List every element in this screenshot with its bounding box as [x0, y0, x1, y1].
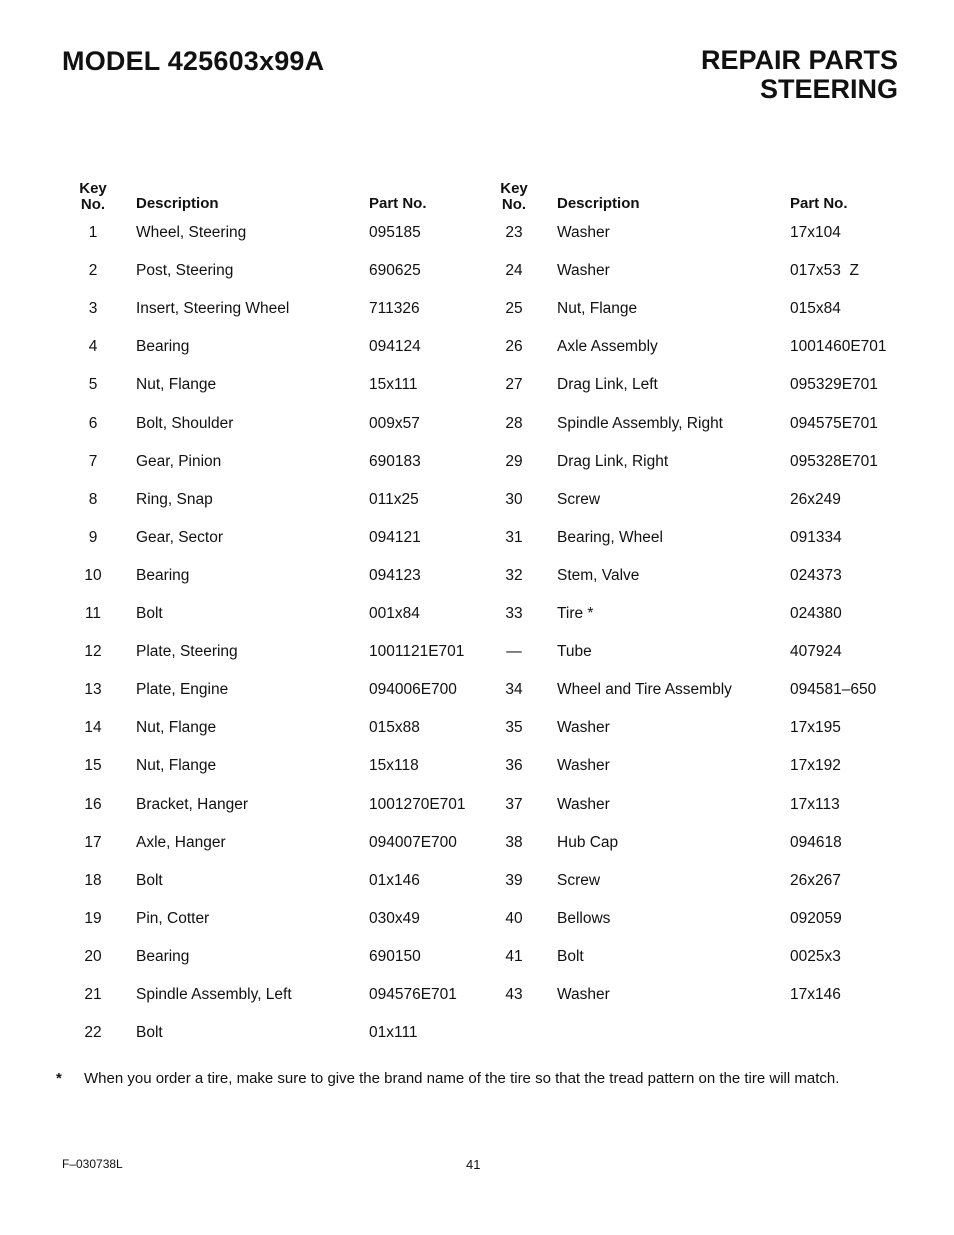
key-number: 2: [88, 262, 98, 279]
table-row: [0, 641, 954, 663]
key-number: 17: [84, 834, 102, 851]
key-number: 11: [84, 605, 102, 622]
part-number: 17x195: [790, 719, 841, 736]
key-number: 6: [88, 415, 98, 432]
part-number: 01x111: [369, 1024, 418, 1041]
part-number: 1001121E701: [369, 643, 465, 660]
part-number: 17x192: [790, 757, 841, 774]
part-description: Spindle Assembly, Right: [557, 415, 723, 432]
part-number: 095328E701: [790, 453, 878, 470]
part-number: 01x146: [369, 872, 420, 889]
part-description: Bolt: [557, 948, 584, 965]
table-row: [0, 413, 954, 435]
part-number: 407924: [790, 643, 842, 660]
part-description: Bearing: [136, 948, 190, 965]
table-row: [0, 374, 954, 396]
key-number: 10: [84, 567, 102, 584]
document-code: F–030738L: [62, 1157, 123, 1171]
key-number: 22: [84, 1024, 102, 1041]
part-number: 1001460E701: [790, 338, 887, 355]
part-number: 094123: [369, 567, 421, 584]
key-number: —: [506, 643, 522, 660]
part-description: Bellows: [557, 910, 611, 927]
part-description: Drag Link, Left: [557, 376, 658, 393]
table-row: [0, 908, 954, 930]
part-description: Spindle Assembly, Left: [136, 986, 292, 1003]
key-number: 40: [505, 910, 523, 927]
key-number: 9: [88, 529, 98, 546]
key-number: 25: [505, 300, 523, 317]
table-row: [0, 832, 954, 854]
part-number: 094121: [369, 529, 421, 546]
table-row: [0, 717, 954, 739]
part-description: Post, Steering: [136, 262, 234, 279]
part-description: Bearing: [136, 338, 190, 355]
part-description: Nut, Flange: [136, 719, 217, 736]
table-row: [0, 679, 954, 701]
part-number: 17x146: [790, 986, 841, 1003]
key-number: 24: [505, 262, 523, 279]
part-number: 094124: [369, 338, 421, 355]
part-number: 094576E701: [369, 986, 457, 1003]
part-description: Bearing: [136, 567, 190, 584]
part-number: 001x84: [369, 605, 420, 622]
part-number: 091334: [790, 529, 842, 546]
key-number: 14: [84, 719, 102, 736]
part-number: 0025x3: [790, 948, 841, 965]
part-number: 011x25: [369, 491, 419, 508]
part-number: 17x113: [790, 796, 840, 813]
key-number: 1: [88, 224, 98, 241]
part-number: 017x53 Z: [790, 262, 859, 279]
key-number: 39: [505, 872, 523, 889]
header-key-no-left: [63, 181, 123, 213]
part-description: Axle, Hanger: [136, 834, 226, 851]
part-description: Bolt: [136, 1024, 163, 1041]
key-number: 29: [505, 453, 523, 470]
key-number: 23: [505, 224, 523, 241]
part-description: Washer: [557, 796, 610, 813]
part-description: Tube: [557, 643, 592, 660]
part-number: 024380: [790, 605, 842, 622]
part-description: Ring, Snap: [136, 491, 213, 508]
part-description: Washer: [557, 986, 610, 1003]
section-title-line2: STEERING: [759, 74, 898, 104]
part-description: Bolt, Shoulder: [136, 415, 234, 432]
table-row: [0, 260, 954, 282]
table-row: [0, 565, 954, 587]
part-description: Insert, Steering Wheel: [136, 300, 290, 317]
header-no-label: No.: [501, 196, 527, 213]
key-number: 41: [505, 948, 523, 965]
table-row: [0, 451, 954, 473]
part-number: 094581–650: [790, 681, 877, 698]
part-description: Washer: [557, 262, 610, 279]
part-number: 094006E700: [369, 681, 457, 698]
part-description: Washer: [557, 719, 610, 736]
part-description: Axle Assembly: [557, 338, 658, 355]
table-row: [0, 603, 954, 625]
header-key-no-right: [484, 181, 544, 213]
key-number: 3: [88, 300, 98, 317]
part-description: Plate, Engine: [136, 681, 229, 698]
part-description: Bracket, Hanger: [136, 796, 248, 813]
key-number: 20: [84, 948, 102, 965]
part-description: Pin, Cotter: [136, 910, 210, 927]
part-number: 690150: [369, 948, 421, 965]
part-description: Bolt: [136, 872, 163, 889]
table-row: [0, 946, 954, 968]
header-no-label: No.: [80, 196, 106, 213]
key-number: 37: [505, 796, 523, 813]
key-number: 28: [505, 415, 523, 432]
key-number: 38: [505, 834, 523, 851]
part-description: Tire *: [557, 605, 594, 622]
header-description-right: Description: [557, 195, 640, 212]
table-row: [0, 527, 954, 549]
section-title: [701, 46, 898, 104]
key-number: 18: [84, 872, 102, 889]
part-description: Screw: [557, 872, 601, 889]
key-number: 13: [84, 681, 102, 698]
part-number: 1001270E701: [369, 796, 466, 813]
part-description: Bolt: [136, 605, 163, 622]
header-key-label: Key: [79, 180, 107, 197]
header-key-label: Key: [500, 180, 528, 197]
footnote-text: When you order a tire, make sure to give the brand name of the tire so that the tread pattern on the tire will match.: [84, 1070, 840, 1087]
key-number: 16: [84, 796, 102, 813]
model-title: MODEL 425603x99A: [62, 46, 325, 76]
part-number: 030x49: [369, 910, 420, 927]
key-number: 33: [505, 605, 523, 622]
key-number: 26: [505, 338, 523, 355]
part-number: 711326: [369, 300, 420, 317]
page-number: 41: [466, 1157, 481, 1172]
key-number: 7: [88, 453, 98, 470]
part-description: Washer: [557, 224, 610, 241]
part-description: Gear, Pinion: [136, 453, 222, 470]
key-number: 30: [505, 491, 523, 508]
part-description: Drag Link, Right: [557, 453, 669, 470]
key-number: 8: [88, 491, 98, 508]
part-number: 690625: [369, 262, 421, 279]
part-number: 024373: [790, 567, 842, 584]
part-description: Gear, Sector: [136, 529, 224, 546]
section-title-line1: REPAIR PARTS: [700, 45, 898, 75]
part-number: 26x267: [790, 872, 841, 889]
part-description: Wheel, Steering: [136, 224, 247, 241]
key-number: 12: [84, 643, 102, 660]
key-number: 27: [505, 376, 523, 393]
part-number: 092059: [790, 910, 842, 927]
part-number: 15x111: [369, 376, 418, 393]
part-description: Stem, Valve: [557, 567, 640, 584]
part-number: 094007E700: [369, 834, 457, 851]
part-number: 095185: [369, 224, 421, 241]
table-row: [0, 489, 954, 511]
header-part-no-right: Part No.: [790, 195, 848, 212]
key-number: 21: [84, 986, 102, 1003]
key-number: 34: [505, 681, 523, 698]
part-description: Washer: [557, 757, 610, 774]
footnote-marker: *: [56, 1070, 62, 1087]
part-number: 015x88: [369, 719, 420, 736]
key-number: 19: [84, 910, 102, 927]
key-number: 43: [505, 986, 523, 1003]
part-description: Nut, Flange: [136, 757, 217, 774]
table-row: [0, 755, 954, 777]
part-number: 015x84: [790, 300, 841, 317]
key-number: 15: [84, 757, 102, 774]
key-number: 4: [88, 338, 98, 355]
header-description-left: Description: [136, 195, 219, 212]
part-description: Bearing, Wheel: [557, 529, 663, 546]
part-number: 15x118: [369, 757, 419, 774]
part-number: 095329E701: [790, 376, 878, 393]
part-number: 26x249: [790, 491, 841, 508]
table-row: [0, 870, 954, 892]
part-description: Nut, Flange: [557, 300, 638, 317]
part-number: 094575E701: [790, 415, 878, 432]
part-description: Screw: [557, 491, 601, 508]
part-number: 094618: [790, 834, 842, 851]
key-number: 5: [88, 376, 98, 393]
part-number: 17x104: [790, 224, 841, 241]
part-description: Plate, Steering: [136, 643, 238, 660]
part-description: Hub Cap: [557, 834, 619, 851]
table-row: [0, 336, 954, 358]
key-number: 32: [505, 567, 523, 584]
key-number: 35: [505, 719, 523, 736]
table-row: [0, 298, 954, 320]
table-row: [0, 984, 954, 1006]
table-row: [0, 794, 954, 816]
table-row: [0, 222, 954, 244]
part-description: Wheel and Tire Assembly: [557, 681, 732, 698]
key-number: 31: [505, 529, 523, 546]
table-row: [0, 1022, 954, 1044]
key-number: 36: [505, 757, 523, 774]
part-description: Nut, Flange: [136, 376, 217, 393]
header-part-no-left: Part No.: [369, 195, 427, 212]
part-number: 009x57: [369, 415, 420, 432]
part-number: 690183: [369, 453, 421, 470]
